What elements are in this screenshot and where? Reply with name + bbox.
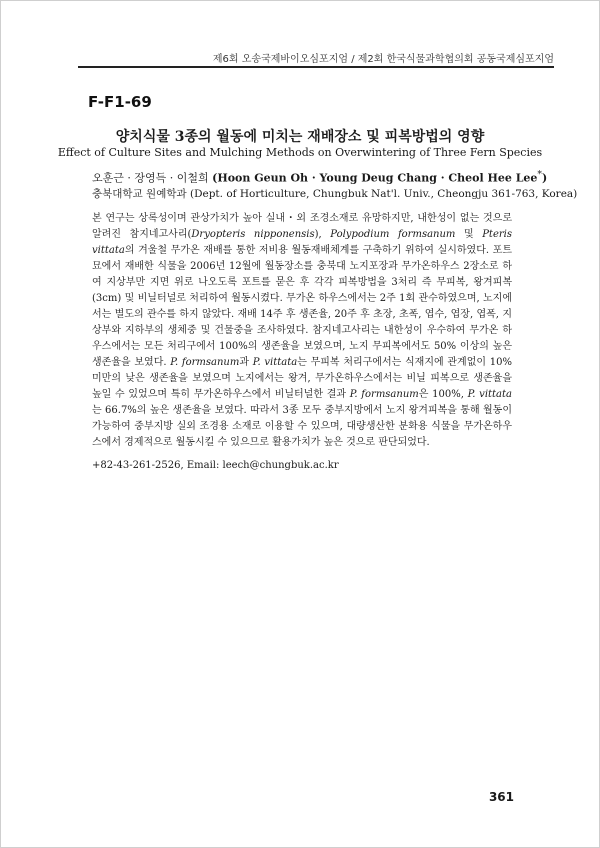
- species-name: P. vittata: [467, 389, 512, 400]
- species-name: P. formsanum: [349, 389, 419, 400]
- species-name: Pteris vittata: [92, 229, 512, 256]
- authors-korean: 오훈근 · 장영득 · 이철희: [92, 171, 209, 185]
- species-name: Dryopteris nipponensis: [191, 229, 315, 240]
- species-name: P. vittata: [252, 357, 298, 368]
- affiliation-english: (Dept. of Horticulture, Chungbuk Nat'l. Univ., Cheongju 361-763, Korea): [189, 188, 578, 200]
- body-text: 는 무피복 처리구에서는 식재지에 관계없이 10% 미만의 낮은 생존율을 보였으며 노지에서는 왕겨, 무가온하우스에서는 비닐 피복으로 생존율을 높일 수 있었으며 특히 무가온하우스에서 비닐터널한 결과: [92, 357, 512, 400]
- body-text: ),: [314, 229, 331, 240]
- body-text: 의 겨울철 무가온 재배를 통한 저비용 월동재배체계를 구축하기 위하여 실시하였다. 포트묘에서 재배한 식물을 2006년 12월에 월동장소를 충북대 노지포장과 무가온하우스 2장소로 하여 지상부만 지면 위로 나오도록 포트를 묻은 후 각각 피복방법을 3처리 즉 무피복, 왕겨피복(3cm) 및 비닐터널로 처리하여 월동시켰다. 무가온 하우스에서는 2주 1회 관수하였으며, 노지에서는 별도의 관수를 하지 않았다. 재배 14주 후 생존율, 20주 후 초장, 초폭, 엽수, 엽장, 엽폭, 지상부와 지하부의 생체중 및 건물중을 조사하였다. 참지네고사리는 내한성이 우수하여 무가온 하우스에서는 모든 처리구에서 100%의 생존율을 보였으며, 노지 무피복에서도 50% 이상의 높은 생존율을 보였다.: [92, 245, 512, 368]
- body-text: 과: [239, 357, 253, 368]
- abstract-body: [92, 211, 512, 451]
- title-english: Effect of Culture Sites and Mulching Methods on Overwintering of Three Fern Species: [57, 146, 543, 159]
- species-name: Polypodium formsanum: [330, 229, 456, 240]
- contact-info: +82-43-261-2526, Email: leech@chungbuk.ac.kr: [92, 460, 339, 471]
- affiliation: [92, 186, 577, 201]
- body-text: 은 100%,: [418, 389, 468, 400]
- corresponding-mark: *: [537, 169, 542, 180]
- page-number: 361: [488, 790, 514, 804]
- species-name: P. formsanum: [170, 357, 240, 368]
- abstract-paragraph: [92, 211, 512, 451]
- authors-close: ): [542, 171, 548, 185]
- body-text: 본 연구는 상록성이며 관상가치가 높아 실내・외 조경소재로 유망하지만, 내한성이 없는 것으로 알려진 참지네고사리(: [92, 213, 512, 240]
- abstract-id: F-F1-69: [88, 93, 152, 111]
- header-rule: [78, 66, 554, 68]
- conference-header: 제6회 오송국제바이오심포지엄 / 제2회 한국식물과학협의회 공동국제심포지엄: [212, 54, 554, 65]
- authors-english: (Hoon Geun Oh · Young Deug Chang · Cheol Hee Lee: [212, 171, 538, 185]
- authors: [92, 169, 547, 186]
- body-text: 는 66.7%의 높은 생존율을 보였다. 따라서 3종 모두 중부지방에서 노지 왕겨피복을 통해 월동이 가능하여 중부지방 실외 조경용 소재로 이용할 수 있으며, 대량생산한 분화용 식물을 무가온하우스에서 경제적으로 월동시킬 수 있으므로 활용가치가 높은 것으로 판단되었다.: [92, 405, 512, 448]
- title-korean: 양치식물 3종의 월동에 미치는 재배장소 및 피복방법의 영향: [115, 129, 485, 145]
- affiliation-korean: 충북대학교 원예학과: [92, 188, 187, 200]
- body-text: 및: [455, 229, 483, 240]
